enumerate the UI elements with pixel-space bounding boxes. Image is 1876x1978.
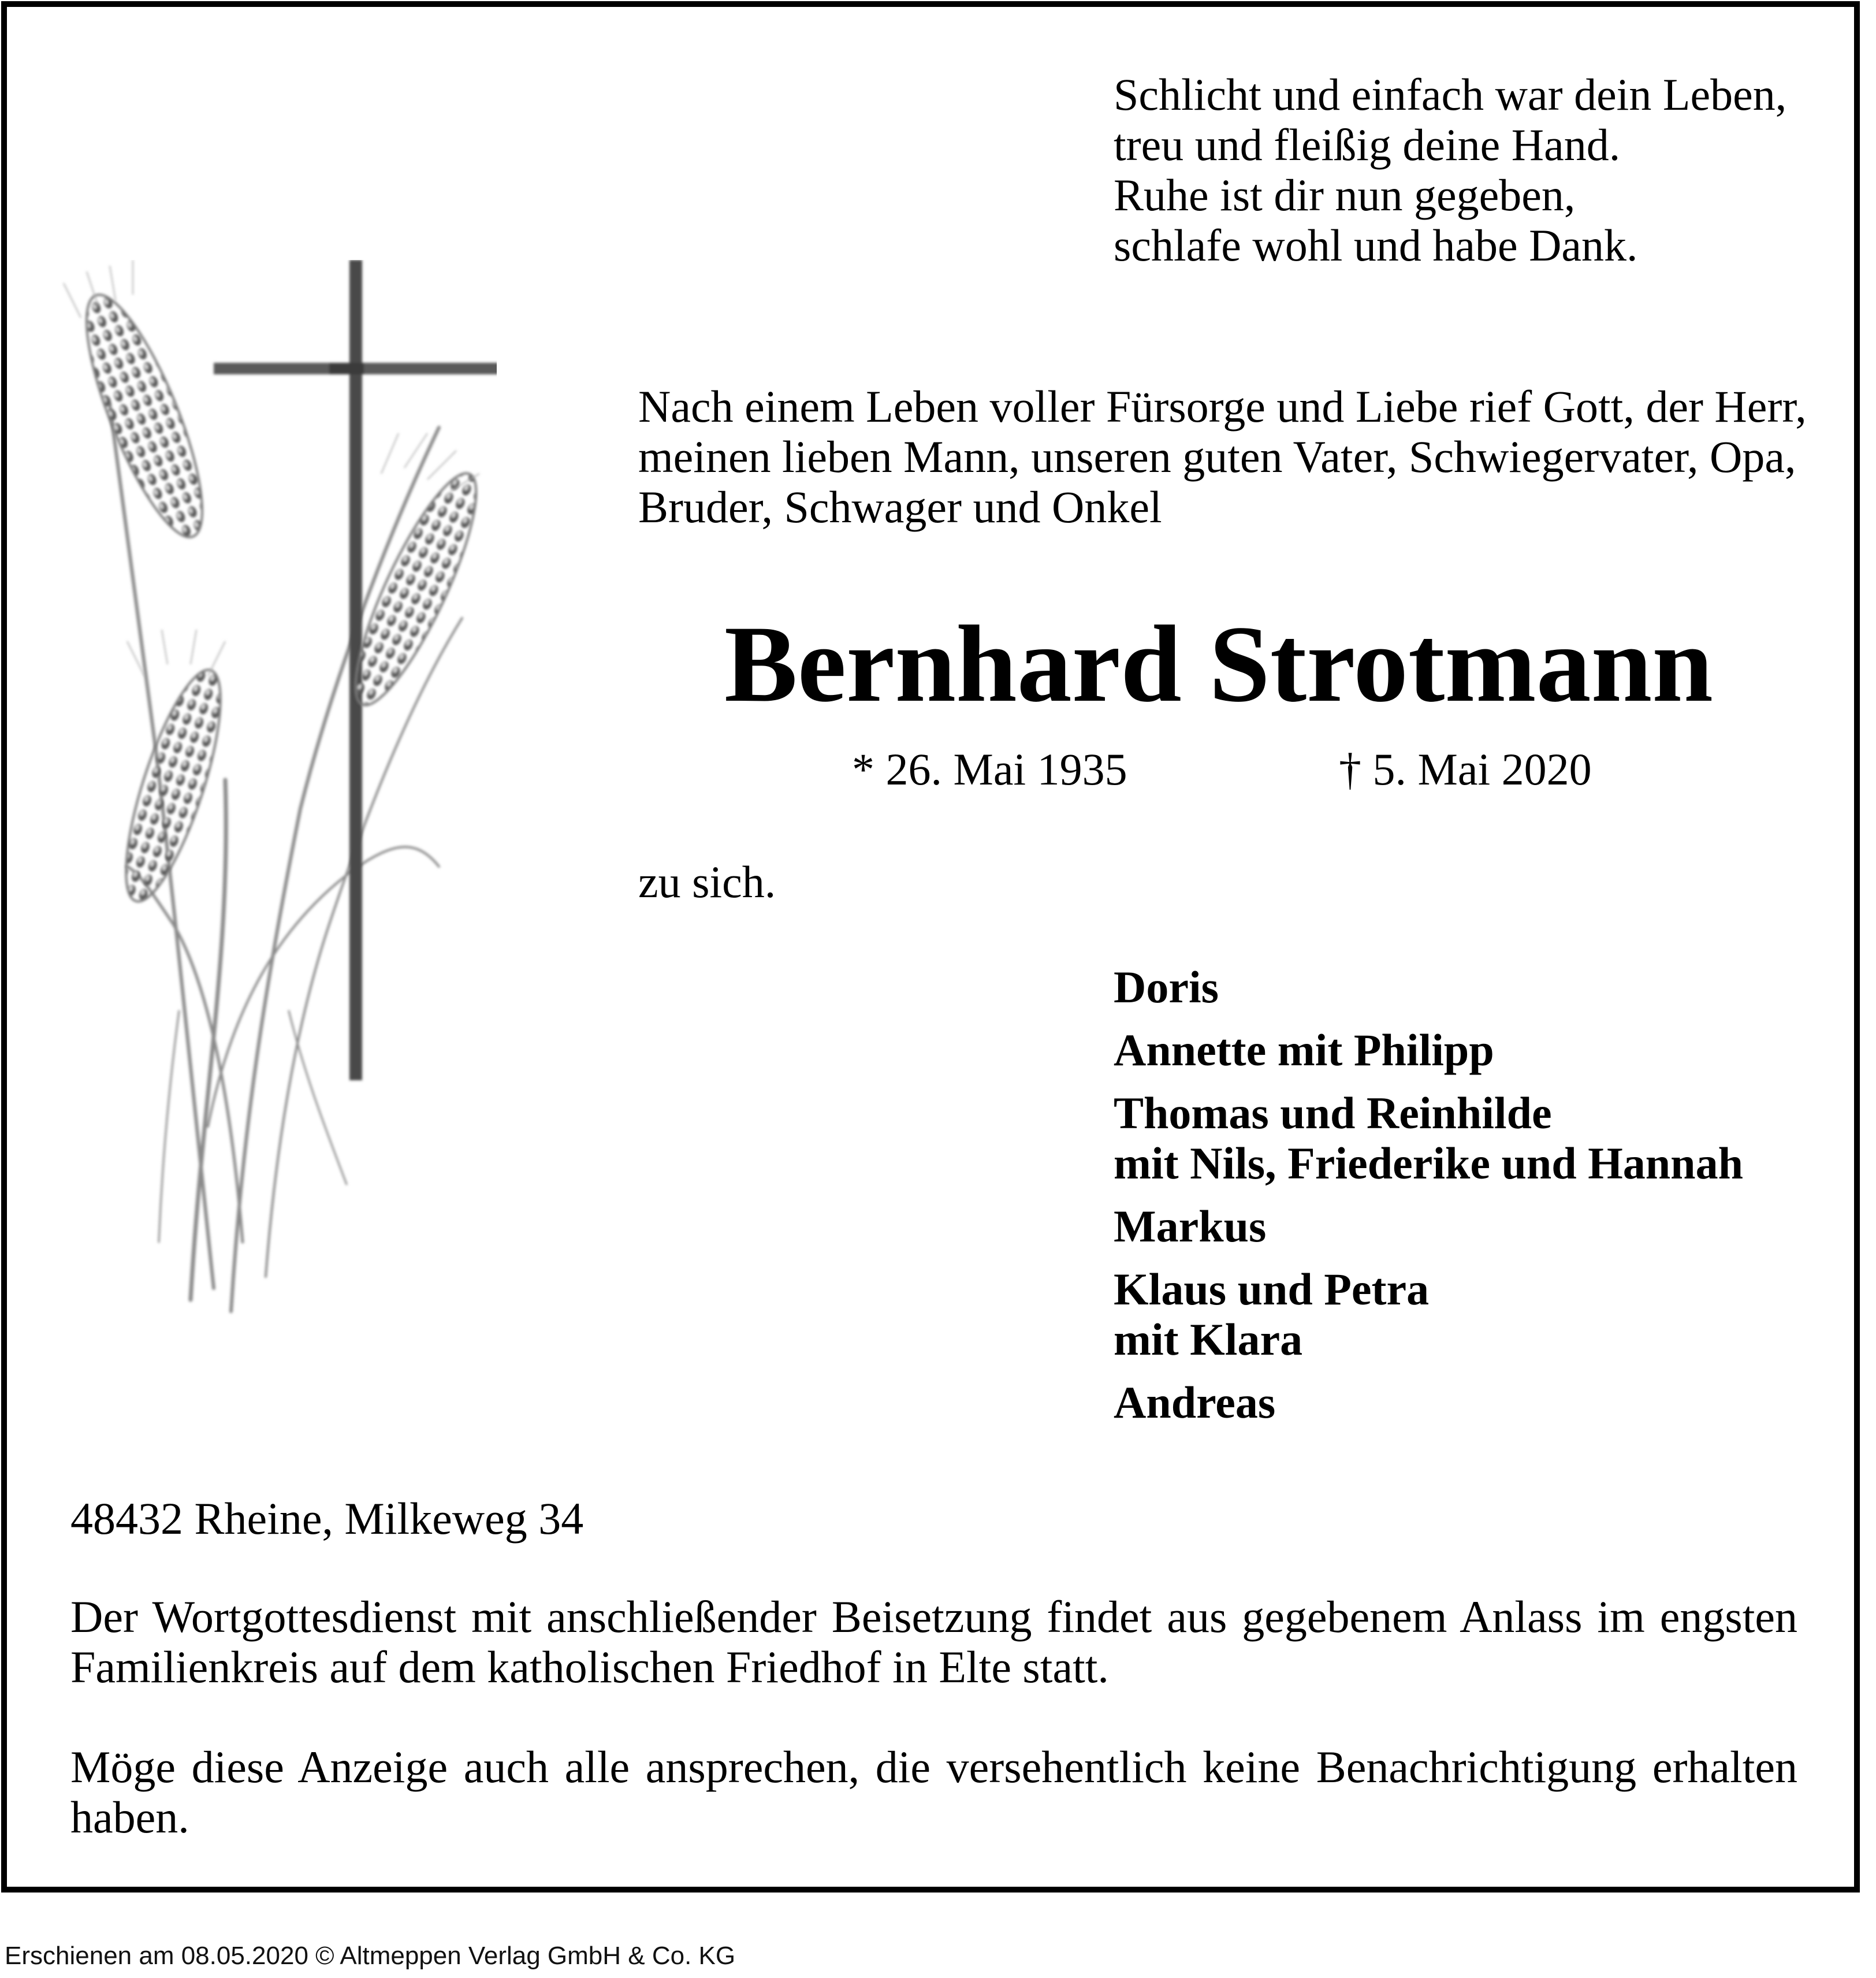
service-paragraph: Der Wortgottesdienst mit anschließender Beisetzung findet aus gegebenem Anlass im engsten Familienkreis auf dem katholischen Friedhof in Elte statt. [70, 1592, 1797, 1692]
family-member: Andreas [1114, 1377, 1276, 1427]
intro-text [638, 381, 1807, 532]
intro-line: Bruder, Schwager und Onkel [638, 482, 1162, 532]
publication-footer: Erschienen am 08.05.2020 © Altmeppen Verlag GmbH & Co. KG [5, 1942, 736, 1970]
cross-with-wheat-icon [58, 260, 497, 1329]
family-list [1114, 962, 1836, 1440]
family-group [1114, 1025, 1836, 1075]
poem [1114, 69, 1807, 270]
intro-line: Nach einem Leben voller Fürsorge und Liebe rief Gott, der Herr, [638, 381, 1807, 432]
poem-line: treu und fleißig deine Hand. [1114, 120, 1621, 170]
family-group [1114, 1264, 1836, 1364]
death-date: † 5. Mai 2020 [1339, 744, 1592, 794]
poem-line: Ruhe ist dir nun gegeben, [1114, 170, 1576, 220]
family-group [1114, 1201, 1836, 1251]
family-member: mit Klara [1114, 1314, 1303, 1364]
poem-line: schlafe wohl und habe Dank. [1114, 220, 1638, 270]
family-member: mit Nils, Friederike und Hannah [1114, 1138, 1743, 1188]
family-member: Klaus und Petra [1114, 1264, 1430, 1314]
birth-date: * 26. Mai 1935 [852, 744, 1127, 794]
deceased-name: Bernhard Strotmann [724, 604, 1713, 725]
family-group [1114, 1088, 1836, 1188]
family-group [1114, 962, 1836, 1012]
family-group [1114, 1377, 1836, 1427]
poem-line: Schlicht und einfach war dein Leben, [1114, 69, 1787, 120]
address: 48432 Rheine, Milkeweg 34 [70, 1493, 584, 1544]
family-member: Thomas und Reinhilde [1114, 1088, 1552, 1138]
family-member: Doris [1114, 962, 1219, 1012]
closing-text: zu sich. [638, 857, 776, 907]
notice-paragraph: Möge diese Anzeige auch alle ansprechen, die versehentlich keine Benachrichtigung erhalten haben. [70, 1742, 1797, 1842]
family-member: Markus [1114, 1201, 1267, 1251]
family-member: Annette mit Philipp [1114, 1025, 1494, 1075]
intro-line: meinen lieben Mann, unseren guten Vater, Schwiegervater, Opa, [638, 432, 1796, 482]
